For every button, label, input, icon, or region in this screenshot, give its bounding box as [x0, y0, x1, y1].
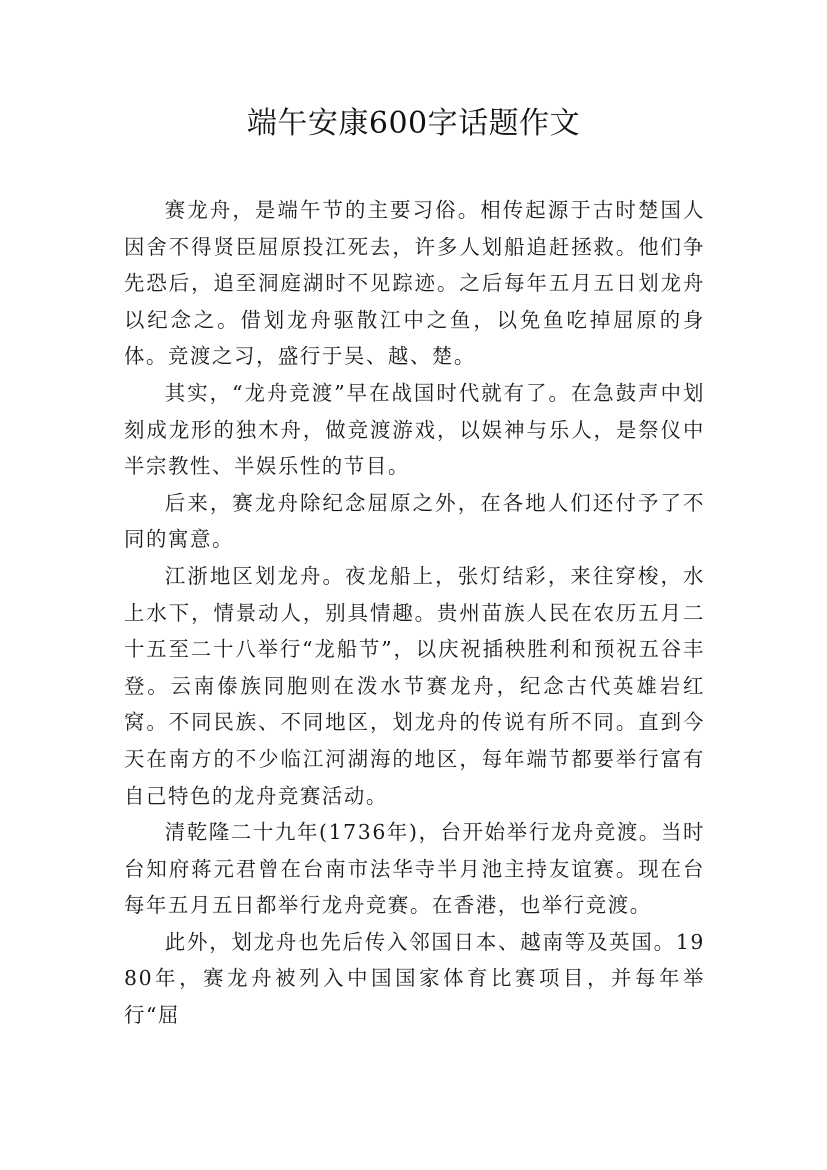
document-title: 端午安康600字话题作文	[246, 106, 581, 141]
paragraph-regional-customs: 江浙地区划龙舟。夜龙船上，张灯结彩，来往穿梭，水上水下，情景动人，别具情趣。贵州苗族人民在农历五月二十五至二十八举行“龙船节”，以庆祝插秧胜利和预祝五谷丰登。云南傣族同胞则在泼水节赛龙舟，纪念古代英雄岩红窝。不同民族、不同地区，划龙舟的传说有所不同。直到今天在南方的不少临江河湖海的地区，每年端节都要举行富有自己特色的龙舟竞赛活动。	[124, 563, 705, 808]
paragraph-dragon-boat-custom: 赛龙舟，是端午节的主要习俗。相传起源于古时楚国人因舍不得贤臣屈原投江死去，许多人划船追赶拯救。他们争先恐后，追至洞庭湖时不见踪迹。之后每年五月五日划龙舟以纪念之。借划龙舟驱散江中之鱼，以免鱼吃掉屈原的身体。竞渡之习，盛行于吴、越、楚。	[124, 198, 705, 369]
document-body	[124, 192, 705, 1034]
paragraph-warring-states-origin: 其实，“龙舟竞渡”早在战国时代就有了。在急鼓声中划刻成龙形的独木舟，做竞渡游戏，以娱神与乐人，是祭仪中半宗教性、半娱乐性的节目。	[124, 380, 705, 479]
paragraph-international-spread: 此外，划龙舟也先后传入邻国日本、越南等及英国。1980年，赛龙舟被列入中国国家体育比赛项目，并每年举行“屈	[124, 929, 705, 1028]
paragraph-qianlong-era: 清乾隆二十九年(1736年)，台开始举行龙舟竞渡。当时台知府蒋元君曾在台南市法华寺半月池主持友谊赛。现在台每年五月五日都举行龙舟竞赛。在香港，也举行竞渡。	[124, 820, 705, 918]
paragraph-later-meanings: 后来，赛龙舟除纪念屈原之外，在各地人们还付予了不同的寓意。	[124, 490, 705, 552]
